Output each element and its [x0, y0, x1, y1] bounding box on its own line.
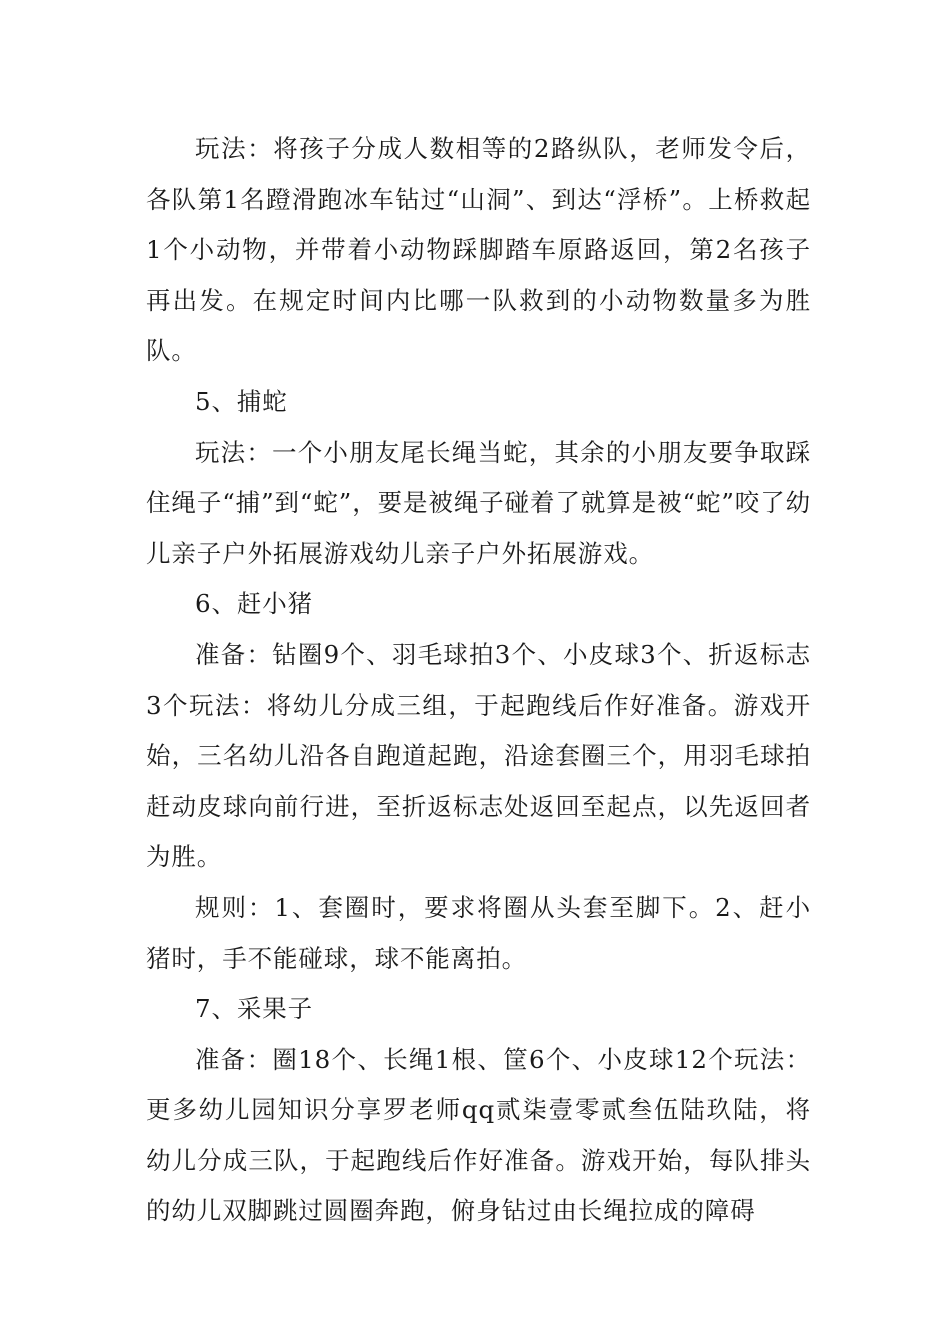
document-body	[146, 124, 811, 1237]
paragraph-catch-snake-rules: 玩法：一个小朋友尾长绳当蛇，其余的小朋友要争取踩住绳子“捕”到“蛇”，要是被绳子碰着了就算是被“蛇”咬了幼儿亲子户外拓展游戏幼儿亲子户外拓展游戏。	[146, 437, 811, 568]
paragraph-herd-piglet-rules: 规则：1、套圈时，要求将圈从头套至脚下。2、赶小猪时，手不能碰球，球不能离拍。	[146, 892, 811, 973]
heading-herd-piglet: 6、赶小猪	[195, 589, 314, 619]
paragraph-rescue-rules: 玩法：将孩子分成人数相等的2路纵队，老师发令后，各队第1名蹬滑跑冰车钻过“山洞”、到达“浮桥”。上桥救起1个小动物，并带着小动物踩脚踏车原路返回，第2名孩子再出发。在规定时间内比哪一队救到的小动物数量多为胜队。	[146, 134, 811, 366]
paragraph-herd-piglet-setup: 准备：钻圈9个、羽毛球拍3个、小皮球3个、折返标志3个玩法：将幼儿分成三组，于起跑线后作好准备。游戏开始，三名幼儿沿各自跑道起跑，沿途套圈三个，用羽毛球拍赶动皮球向前行进，至折返标志处返回至起点，以先返回者为胜。	[146, 639, 811, 872]
heading-pick-fruit: 7、采果子	[195, 994, 314, 1024]
heading-catch-snake: 5、捕蛇	[195, 386, 288, 416]
paragraph-pick-fruit-setup: 准备：圈18个、长绳1根、筐6个、小皮球12个玩法：更多幼儿园知识分享罗老师qq贰柒壹零贰叁伍陆玖陆，将幼儿分成三队，于起跑线后作好准备。游戏开始，每队排头的幼儿双脚跳过圆圈奔跑，俯身钻过由长绳拉成的障碍	[146, 1044, 811, 1226]
